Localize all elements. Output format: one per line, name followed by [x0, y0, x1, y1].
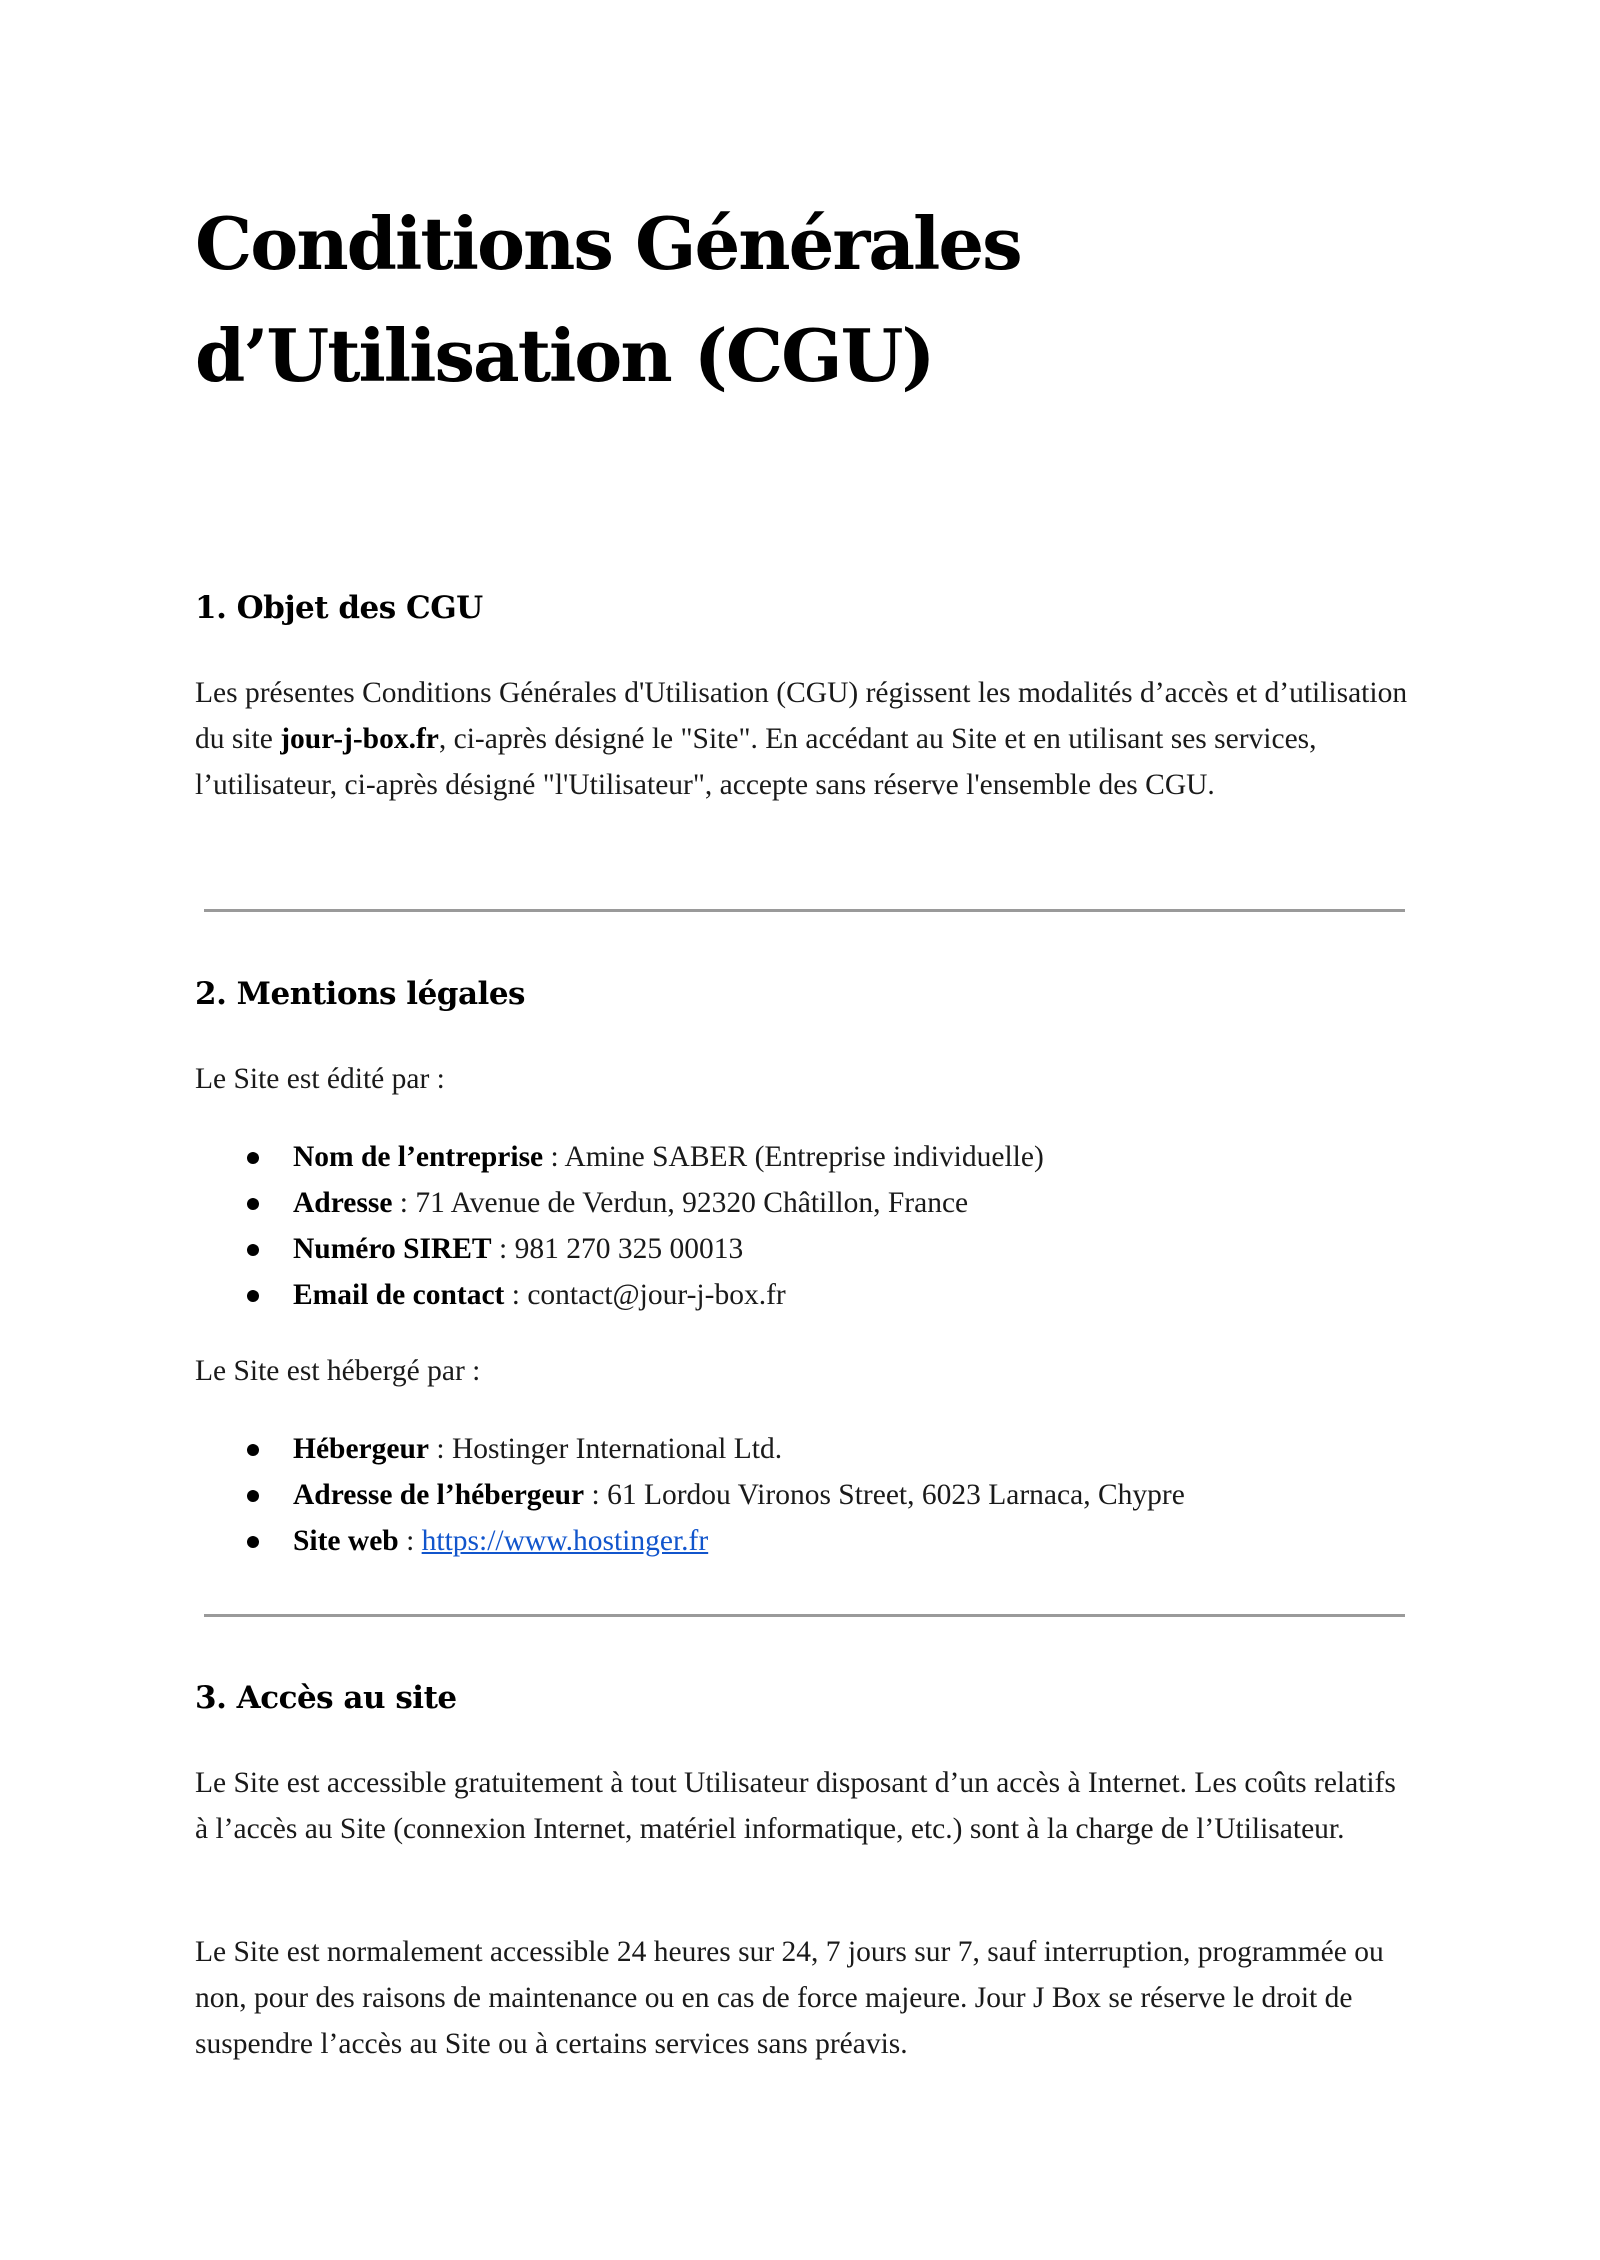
- paragraph-text: , ci-après désigné le "Site". En accédant au Site et en utilisant ses services, l’utilisateur, ci-après désigné "l'Utilisateur", accepte sans réserve l'ensemble des CGU.: [195, 723, 1317, 801]
- bullet-icon: [247, 1290, 259, 1302]
- item-label: Email de contact: [293, 1279, 505, 1311]
- document-title: Conditions Générales d’Utilisation (CGU): [195, 201, 1021, 398]
- item-label: Numéro SIRET: [293, 1233, 492, 1265]
- section-objet-paragraph: [195, 670, 1410, 808]
- horizontal-divider: [204, 1614, 1405, 1617]
- section-acces-paragraph-1: Le Site est accessible gratuitement à tout Utilisateur disposant d’un accès à Internet. Les coûts relatifs à l’accès au Site (connexion Internet, matériel informatique, etc.) sont à la charge de l’Utilisateur.: [195, 1767, 1396, 1845]
- item-label: Adresse de l’hébergeur: [293, 1479, 585, 1511]
- section-acces-paragraph-2: Le Site est normalement accessible 24 heures sur 24, 7 jours sur 7, sauf interruption, programmée ou non, pour des raisons de maintenance ou en cas de force majeure. Jour J Box se réserve le droit de suspendre l’accès au Site ou à certains services sans préavis.: [195, 1936, 1384, 2060]
- item-label: Site web: [293, 1525, 399, 1557]
- item-separator: :: [428, 1433, 452, 1465]
- item-value: 61 Lordou Vironos Street, 6023 Larnaca, Chypre: [607, 1479, 1185, 1511]
- item-value: Hostinger International Ltd.: [451, 1433, 783, 1465]
- paragraph-text: Les présentes Conditions Générales d'Utilisation (CGU) régissent les modalités d’accès et d’utilisation du site: [195, 677, 1408, 755]
- list-item-siret: [195, 1226, 1410, 1272]
- hosted-by-intro: Le Site est hébergé par :: [195, 1355, 481, 1387]
- list-item-email: [195, 1272, 1410, 1318]
- item-value: 71 Avenue de Verdun, 92320 Châtillon, France: [415, 1187, 969, 1219]
- item-value: 981 270 325 00013: [514, 1233, 744, 1265]
- hostinger-website-link[interactable]: https://www.hostinger.fr: [421, 1525, 709, 1557]
- item-label: Nom de l’entreprise: [293, 1141, 544, 1173]
- item-separator: :: [504, 1279, 528, 1311]
- list-item-company-name: [195, 1134, 1410, 1180]
- editor-info-list: [195, 1134, 1410, 1318]
- bullet-icon: [247, 1444, 259, 1456]
- item-value: Amine SABER (Entreprise individuelle): [564, 1141, 1044, 1173]
- section-heading-mentions-legales: 2. Mentions légales: [195, 976, 526, 1012]
- item-value: contact@jour-j-box.fr: [527, 1279, 786, 1311]
- list-item-host-address: [195, 1472, 1410, 1518]
- section-heading-acces-au-site: 3. Accès au site: [195, 1680, 457, 1716]
- item-label: Hébergeur: [293, 1433, 429, 1465]
- item-separator: :: [543, 1141, 565, 1173]
- list-item-host-website: [195, 1518, 1410, 1564]
- host-info-list: [195, 1426, 1410, 1564]
- list-item-host: [195, 1426, 1410, 1472]
- item-separator: :: [584, 1479, 608, 1511]
- list-item-address: [195, 1180, 1410, 1226]
- section-heading-objet: 1. Objet des CGU: [195, 590, 483, 626]
- bullet-icon: [247, 1536, 259, 1548]
- site-domain: jour-j-box.fr: [280, 723, 439, 755]
- horizontal-divider: [204, 909, 1405, 912]
- bullet-icon: [247, 1152, 259, 1164]
- bullet-icon: [247, 1244, 259, 1256]
- bullet-icon: [247, 1490, 259, 1502]
- edited-by-intro: Le Site est édité par :: [195, 1063, 445, 1095]
- item-label: Adresse: [293, 1187, 393, 1219]
- item-separator: :: [392, 1187, 416, 1219]
- item-separator: :: [491, 1233, 515, 1265]
- item-separator: :: [398, 1525, 422, 1557]
- bullet-icon: [247, 1198, 259, 1210]
